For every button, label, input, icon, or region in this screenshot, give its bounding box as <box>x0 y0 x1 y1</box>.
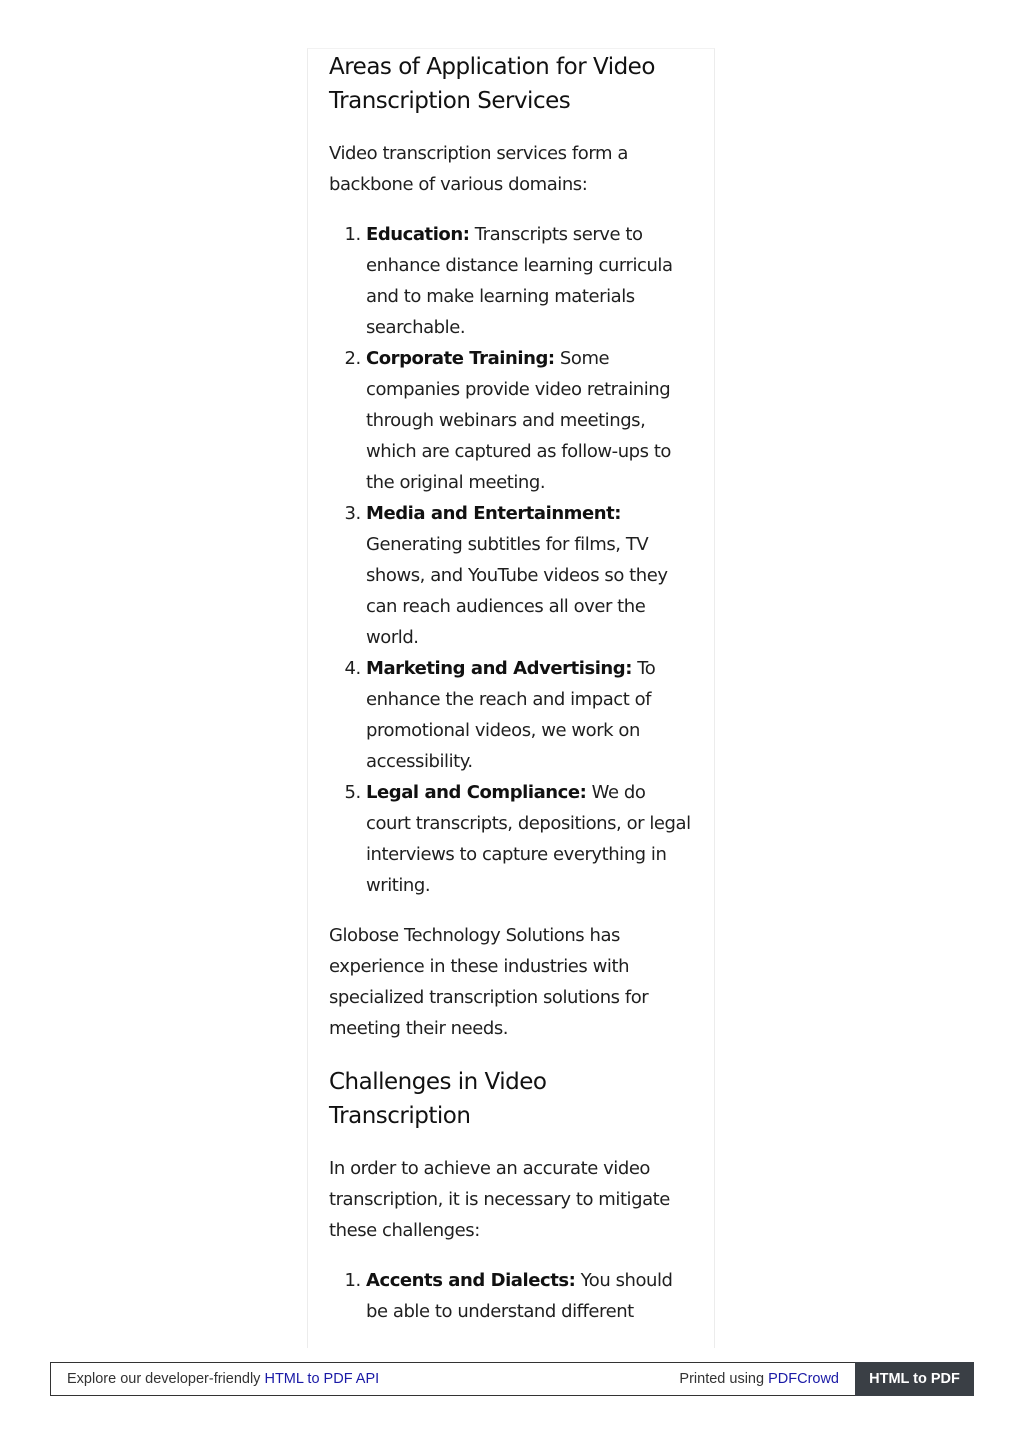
article-body <box>308 51 714 1327</box>
list-item-text: We do court transcripts, depositions, or legal interviews to capture everything in writing. <box>366 782 691 896</box>
footer-printed-using <box>679 1371 839 1387</box>
list-item-text: To enhance the reach and impact of promotional videos, we work on accessibility. <box>366 658 656 772</box>
list-item-term: Accents and Dialects: <box>366 1270 576 1291</box>
list-item-text: You should be able to understand different <box>366 1270 673 1322</box>
list-item <box>366 1265 694 1327</box>
pdfcrowd-footer <box>50 1362 974 1396</box>
pdfcrowd-link[interactable]: PDFCrowd <box>768 1371 839 1387</box>
list-item-text: Transcripts serve to enhance distance learning curricula and to make learning materials searchable. <box>366 224 673 338</box>
challenges-intro: In order to achieve an accurate video transcription, it is necessary to mitigate these challenges: <box>329 1158 670 1241</box>
list-item-text: Some companies provide video retraining through webinars and meetings, which are captured as follow-ups to the original meeting. <box>366 348 671 493</box>
list-item-term: Education: <box>366 224 470 245</box>
challenges-list <box>329 1265 694 1327</box>
article-column <box>307 48 715 1348</box>
section-heading-challenges: Challenges in Video Transcription <box>329 1069 547 1129</box>
applications-closing: Globose Technology Solutions has experience in these industries with specialized transcription solutions for meeting their needs. <box>329 925 649 1039</box>
list-item-term: Corporate Training: <box>366 348 555 369</box>
footer-printed-text: Printed using <box>679 1371 769 1387</box>
applications-intro: Video transcription services form a backbone of various domains: <box>329 143 628 195</box>
list-item <box>366 343 694 498</box>
list-item-term: Legal and Compliance: <box>366 782 587 803</box>
footer-promo-text: Explore our developer-friendly <box>67 1371 265 1387</box>
list-item <box>366 777 694 901</box>
applications-list <box>329 219 694 901</box>
html-to-pdf-badge[interactable]: HTML to PDF <box>855 1362 974 1396</box>
list-item-term: Media and Entertainment: <box>366 503 622 524</box>
list-item <box>366 498 694 653</box>
section-heading-applications: Areas of Application for Video Transcription Services <box>329 54 655 114</box>
footer-promo <box>67 1371 379 1387</box>
html-to-pdf-api-link[interactable]: HTML to PDF API <box>264 1371 380 1387</box>
list-item <box>366 219 694 343</box>
list-item-text: Generating subtitles for films, TV shows, and YouTube videos so they can reach audiences all over the world. <box>366 534 668 648</box>
list-item-term: Marketing and Advertising: <box>366 658 632 679</box>
list-item <box>366 653 694 777</box>
